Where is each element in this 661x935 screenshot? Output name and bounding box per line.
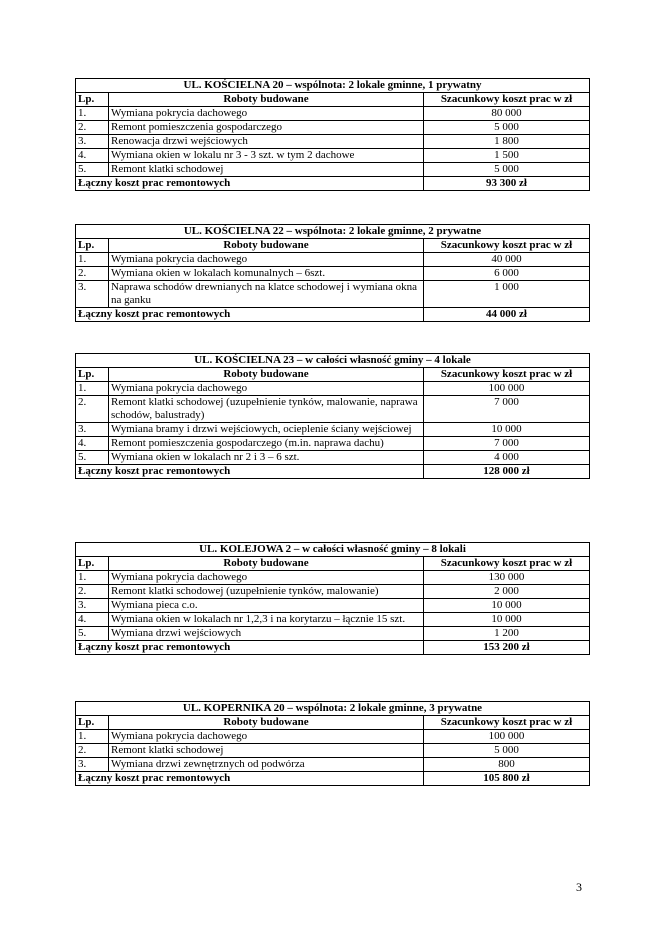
- row-lp: 2.: [76, 585, 109, 599]
- header-task: Roboty budowane: [109, 368, 424, 382]
- row-task: Wymiana pokrycia dachowego: [109, 730, 424, 744]
- row-task: Remont klatki schodowej: [109, 163, 424, 177]
- row-lp: 2.: [76, 121, 109, 135]
- header-lp: Lp.: [76, 557, 109, 571]
- row-lp: 1.: [76, 382, 109, 396]
- header-task: Roboty budowane: [109, 557, 424, 571]
- table-row: [76, 253, 590, 267]
- row-task: Wymiana okien w lokalach nr 2 i 3 – 6 szt.: [109, 451, 424, 465]
- row-task: Wymiana okien w lokalach komunalnych – 6szt.: [109, 267, 424, 281]
- row-cost: 130 000: [424, 571, 590, 585]
- table-header-row: [76, 716, 590, 730]
- table-total-row: [76, 772, 590, 786]
- total-label: Łączny koszt prac remontowych: [76, 465, 424, 479]
- row-lp: 1.: [76, 730, 109, 744]
- row-task: Wymiana drzwi zewnętrznych od podwórza: [109, 758, 424, 772]
- header-cost: Szacunkowy koszt prac w zł: [424, 557, 590, 571]
- table-header-row: [76, 557, 590, 571]
- header-lp: Lp.: [76, 368, 109, 382]
- table-title-row: [76, 543, 590, 557]
- table-total-row: [76, 177, 590, 191]
- row-cost: 7 000: [424, 437, 590, 451]
- row-task: Remont klatki schodowej (uzupełnienie tynków, malowanie): [109, 585, 424, 599]
- row-task: Wymiana pokrycia dachowego: [109, 107, 424, 121]
- table-row: [76, 121, 590, 135]
- header-cost: Szacunkowy koszt prac w zł: [424, 368, 590, 382]
- table-row: [76, 423, 590, 437]
- table-title: UL. KOPERNIKA 20 – wspólnota: 2 lokale gminne, 3 prywatne: [76, 702, 590, 716]
- row-cost: 100 000: [424, 730, 590, 744]
- table-row: [76, 627, 590, 641]
- row-lp: 4.: [76, 149, 109, 163]
- row-lp: 2.: [76, 396, 109, 423]
- row-lp: 5.: [76, 163, 109, 177]
- row-task: Wymiana pokrycia dachowego: [109, 382, 424, 396]
- page-number: 3: [576, 880, 582, 894]
- row-task: Naprawa schodów drewnianych na klatce schodowej i wymiana okna na ganku: [109, 281, 424, 308]
- table-row: [76, 135, 590, 149]
- row-cost: 10 000: [424, 613, 590, 627]
- table-row: [76, 744, 590, 758]
- table-title: UL. KOŚCIELNA 22 – wspólnota: 2 lokale gminne, 2 prywatne: [76, 225, 590, 239]
- table-header-row: [76, 239, 590, 253]
- row-cost: 100 000: [424, 382, 590, 396]
- row-lp: 2.: [76, 744, 109, 758]
- header-task: Roboty budowane: [109, 716, 424, 730]
- row-task: Wymiana pokrycia dachowego: [109, 253, 424, 267]
- row-cost: 1 200: [424, 627, 590, 641]
- row-task: Renowacja drzwi wejściowych: [109, 135, 424, 149]
- row-task: Wymiana drzwi wejściowych: [109, 627, 424, 641]
- header-lp: Lp.: [76, 239, 109, 253]
- row-lp: 4.: [76, 437, 109, 451]
- table-row: [76, 267, 590, 281]
- table-row: [76, 107, 590, 121]
- table-title: UL. KOŚCIELNA 20 – wspólnota: 2 lokale gminne, 1 prywatny: [76, 79, 590, 93]
- row-cost: 5 000: [424, 163, 590, 177]
- table-title-row: [76, 225, 590, 239]
- row-task: Remont klatki schodowej: [109, 744, 424, 758]
- repair-table: [75, 542, 590, 655]
- row-cost: 1 800: [424, 135, 590, 149]
- total-label: Łączny koszt prac remontowych: [76, 177, 424, 191]
- table-row: [76, 599, 590, 613]
- repair-table: [75, 353, 590, 479]
- row-task: Wymiana okien w lokalach nr 1,2,3 i na korytarzu – łącznie 15 szt.: [109, 613, 424, 627]
- row-lp: 5.: [76, 451, 109, 465]
- row-lp: 1.: [76, 571, 109, 585]
- repair-table: [75, 701, 590, 786]
- row-task: Wymiana pieca c.o.: [109, 599, 424, 613]
- row-cost: 10 000: [424, 423, 590, 437]
- row-lp: 5.: [76, 627, 109, 641]
- total-value: 44 000 zł: [424, 308, 590, 322]
- table-row: [76, 163, 590, 177]
- row-lp: 3.: [76, 599, 109, 613]
- total-value: 93 300 zł: [424, 177, 590, 191]
- table-row: [76, 730, 590, 744]
- row-lp: 3.: [76, 758, 109, 772]
- table-row: [76, 382, 590, 396]
- row-task: Wymiana pokrycia dachowego: [109, 571, 424, 585]
- table-title-row: [76, 79, 590, 93]
- repair-table: [75, 78, 590, 191]
- row-cost: 5 000: [424, 744, 590, 758]
- row-cost: 80 000: [424, 107, 590, 121]
- total-label: Łączny koszt prac remontowych: [76, 772, 424, 786]
- table-total-row: [76, 465, 590, 479]
- row-cost: 4 000: [424, 451, 590, 465]
- header-lp: Lp.: [76, 716, 109, 730]
- row-cost: 7 000: [424, 396, 590, 423]
- header-task: Roboty budowane: [109, 239, 424, 253]
- table-row: [76, 437, 590, 451]
- total-value: 105 800 zł: [424, 772, 590, 786]
- table-row: [76, 585, 590, 599]
- row-lp: 4.: [76, 613, 109, 627]
- row-task: Wymiana bramy i drzwi wejściowych, ocieplenie ściany wejściowej: [109, 423, 424, 437]
- row-lp: 3.: [76, 281, 109, 308]
- row-cost: 10 000: [424, 599, 590, 613]
- row-cost: 1 500: [424, 149, 590, 163]
- table-title: UL. KOŚCIELNA 23 – w całości własność gminy – 4 lokale: [76, 354, 590, 368]
- header-cost: Szacunkowy koszt prac w zł: [424, 239, 590, 253]
- table-title-row: [76, 354, 590, 368]
- row-task: Wymiana okien w lokalu nr 3 - 3 szt. w tym 2 dachowe: [109, 149, 424, 163]
- table-total-row: [76, 308, 590, 322]
- total-value: 153 200 zł: [424, 641, 590, 655]
- row-cost: 2 000: [424, 585, 590, 599]
- table-row: [76, 571, 590, 585]
- table-title-row: [76, 702, 590, 716]
- header-task: Roboty budowane: [109, 93, 424, 107]
- total-label: Łączny koszt prac remontowych: [76, 308, 424, 322]
- repair-table: [75, 224, 590, 322]
- row-task: Remont pomieszczenia gospodarczego (m.in. naprawa dachu): [109, 437, 424, 451]
- header-lp: Lp.: [76, 93, 109, 107]
- row-cost: 800: [424, 758, 590, 772]
- table-row: [76, 396, 590, 423]
- row-lp: 3.: [76, 135, 109, 149]
- table-title: UL. KOLEJOWA 2 – w całości własność gminy – 8 lokali: [76, 543, 590, 557]
- row-cost: 5 000: [424, 121, 590, 135]
- header-cost: Szacunkowy koszt prac w zł: [424, 93, 590, 107]
- row-cost: 6 000: [424, 267, 590, 281]
- table-row: [76, 758, 590, 772]
- table-row: [76, 613, 590, 627]
- total-value: 128 000 zł: [424, 465, 590, 479]
- total-label: Łączny koszt prac remontowych: [76, 641, 424, 655]
- row-task: Remont klatki schodowej (uzupełnienie tynków, malowanie, naprawa schodów, balustrady): [109, 396, 424, 423]
- row-lp: 1.: [76, 253, 109, 267]
- table-header-row: [76, 93, 590, 107]
- table-row: [76, 451, 590, 465]
- header-cost: Szacunkowy koszt prac w zł: [424, 716, 590, 730]
- table-row: [76, 281, 590, 308]
- table-row: [76, 149, 590, 163]
- row-task: Remont pomieszczenia gospodarczego: [109, 121, 424, 135]
- table-total-row: [76, 641, 590, 655]
- table-header-row: [76, 368, 590, 382]
- row-lp: 2.: [76, 267, 109, 281]
- row-cost: 1 000: [424, 281, 590, 308]
- row-lp: 3.: [76, 423, 109, 437]
- row-cost: 40 000: [424, 253, 590, 267]
- row-lp: 1.: [76, 107, 109, 121]
